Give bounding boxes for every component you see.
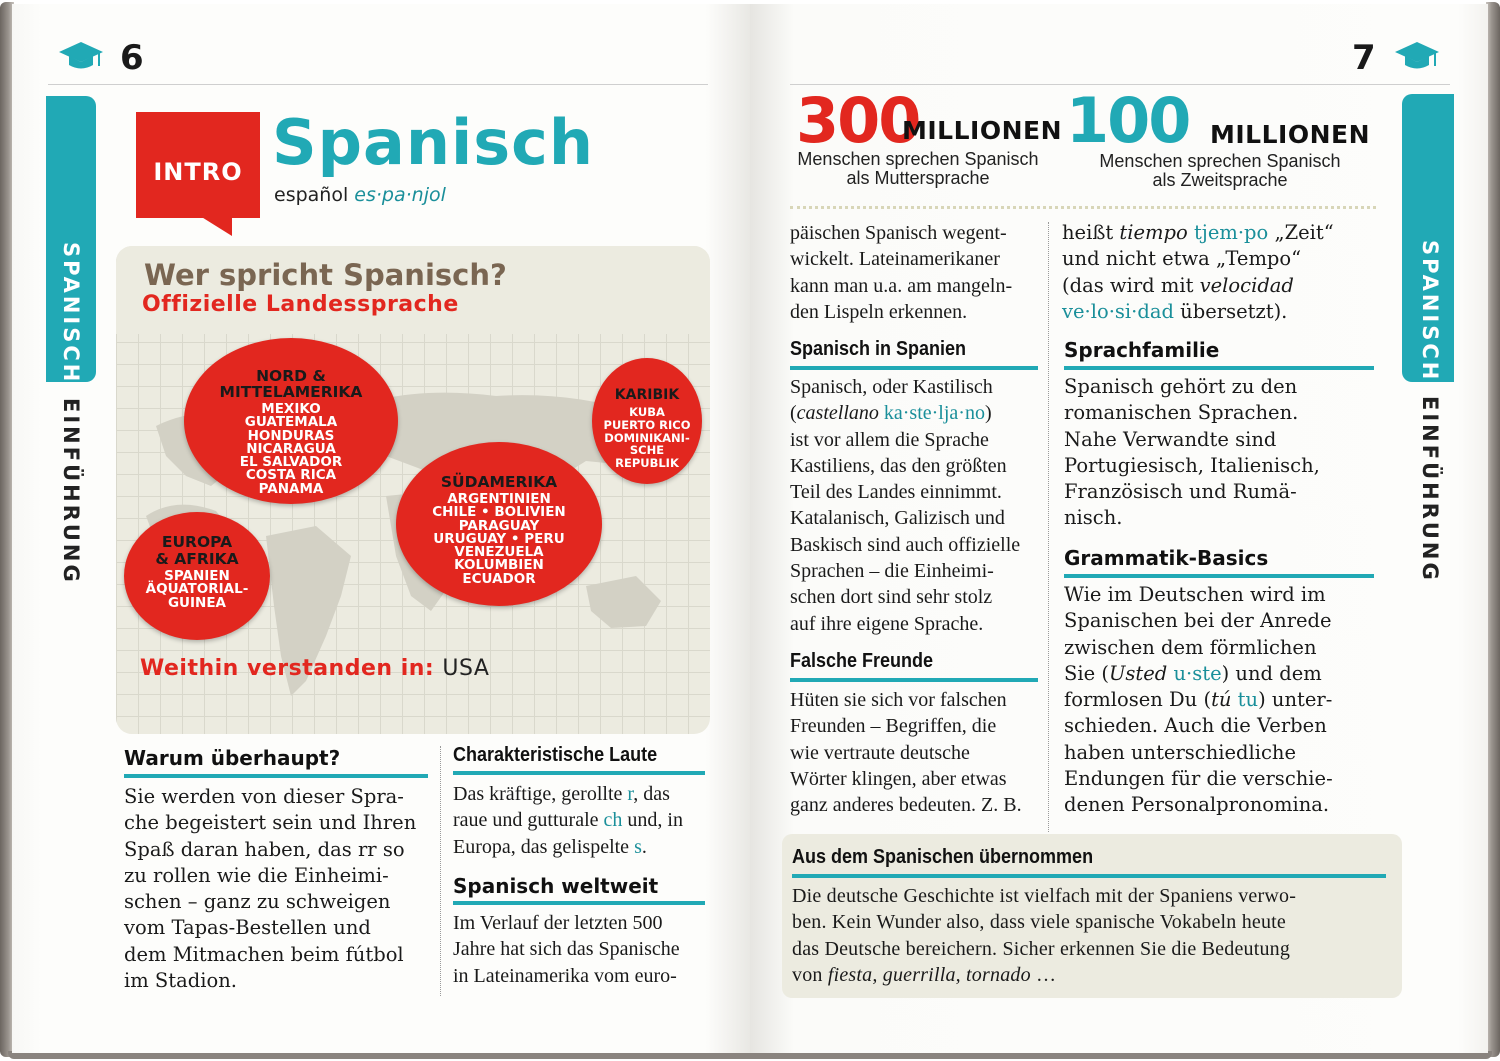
text-line: Wörter klingen, aber etwas <box>790 767 1007 790</box>
stat-second-desc <box>1070 152 1370 190</box>
text-line: romanischen Sprachen. <box>1064 401 1299 425</box>
text-line: kann man u.a. am mangeln- <box>790 274 1013 297</box>
heading-grammatik: Grammatik-Basics <box>1064 546 1269 570</box>
heading-underline <box>790 678 1038 682</box>
text-line: in Lateinamerika vom euro- <box>453 964 677 987</box>
region-name-line: EUROPA <box>161 533 233 551</box>
text-line: Baskisch sind auch offizielle <box>790 533 1021 556</box>
title-spanish-word: español <box>274 184 349 206</box>
text-line: päischen Spanisch wegent- <box>790 222 1007 244</box>
text-grammatik <box>1064 582 1384 819</box>
pronunciation: ve·lo·si·dad <box>1062 299 1174 323</box>
dotted-separator <box>790 206 1376 209</box>
stat-desc-line: als Muttersprache <box>846 168 990 188</box>
stat-native-desc <box>796 150 1040 188</box>
sound-s: s <box>634 835 642 858</box>
text-run: (das wird mit <box>1062 273 1200 297</box>
text-run: Europa, das gelispelte <box>453 835 635 858</box>
text-line: Spanisch, oder Kastilisch <box>790 376 993 398</box>
text-run: ( <box>790 402 797 425</box>
text-run: Das kräftige, gerollte <box>453 783 628 805</box>
country-label: KUBA <box>629 405 665 419</box>
text-line: Spaß daran haben, das rr so <box>124 837 405 861</box>
text-run: ) und dem <box>1221 661 1322 685</box>
title-translation <box>274 184 446 206</box>
country-label: SCHE <box>629 443 665 458</box>
text-freunde <box>790 687 1046 818</box>
term-velocidad: velocidad <box>1199 273 1294 297</box>
term-castellano: castellano <box>796 402 879 425</box>
text-line: ganz anderes bedeuten. Z. B. <box>790 794 1022 817</box>
text-run: und, in <box>622 809 683 832</box>
side-tab-label-right: SPANISCH <box>1418 240 1442 383</box>
region-bubble-nord-mittelamerika <box>184 338 398 504</box>
region-bubble-karibik <box>592 358 702 484</box>
text-laute <box>453 781 713 860</box>
pronunciation: tu <box>1237 688 1259 712</box>
country-label: PARAGUAY <box>458 517 540 534</box>
heading-familie: Sprachfamilie <box>1064 338 1220 362</box>
term-tiempo: tiempo <box>1119 221 1188 244</box>
text-line: nisch. <box>1064 506 1123 530</box>
heading-freunde: Falsche Freunde <box>790 650 934 672</box>
heading-underline <box>790 366 1038 370</box>
text-line: denen Personalpronomina. <box>1064 793 1330 817</box>
text-warum <box>124 784 436 994</box>
country-label: ÄQUATORIAL- <box>145 581 249 598</box>
pronunciation: ka·ste·lja·no <box>883 402 985 425</box>
pronunciation: u·ste <box>1173 661 1222 685</box>
text-run: von <box>792 963 828 986</box>
text-run: , das <box>633 783 670 805</box>
stat-second-number: 100 <box>1066 84 1190 157</box>
region-name-line: SÜDAMERIKA <box>440 473 558 491</box>
side-section-label-right: EINFÜHRUNG <box>1418 396 1442 583</box>
country-label: VENEZUELA <box>454 544 544 561</box>
text-line: das Deutsche bereichern. Sicher erkennen Sie die Bedeutung <box>792 937 1291 960</box>
country-label: GUINEA <box>167 594 227 611</box>
text-familie <box>1064 374 1384 532</box>
text-line: auf ihre eigene Sprache. <box>790 612 984 635</box>
country-label: URUGUAY • PERU <box>433 530 565 547</box>
widely-understood-value: USA <box>442 656 490 681</box>
text-run: … <box>1030 963 1057 986</box>
title-pronunciation: es·pa·njol <box>354 184 446 206</box>
stat-native-number: 300 <box>796 84 920 157</box>
country-label: COSTA RICA <box>245 467 337 484</box>
text-line: zu rollen wie die Einheimi- <box>124 863 389 887</box>
stat-second-unit: MILLIONEN <box>1210 120 1371 149</box>
text-run: formlosen Du ( <box>1064 688 1212 712</box>
pronunciation: tjem·po <box>1193 221 1269 244</box>
side-section-label-left: EINFÜHRUNG <box>59 398 83 585</box>
text-line: wie vertraute deutsche <box>790 741 970 764</box>
text-line: Kastiliens, das den größten <box>790 454 1007 477</box>
text-line: zwischen dem förmlichen <box>1064 635 1317 659</box>
stat-desc-line: als Zweitsprache <box>1152 170 1288 190</box>
text-run: ) <box>984 402 992 425</box>
region-bubble-suedamerika <box>396 442 602 606</box>
heading-underline <box>1064 366 1374 370</box>
text-line: Wie im Deutschen wird im <box>1064 583 1326 606</box>
text-line: Sie werden von dieser Spra- <box>124 785 404 808</box>
intro-label: INTRO <box>153 158 243 186</box>
text-line: Französisch und Rumä- <box>1064 480 1297 504</box>
country-label: REPUBLIK <box>615 456 679 471</box>
text-line: im Stadion. <box>124 969 237 993</box>
text-line: wickelt. Lateinamerikaner <box>790 248 1000 271</box>
text-line: Endungen für die verschie- <box>1064 767 1333 791</box>
text-line: ben. Kein Wunder also, dass viele spanische Vokabeln heute <box>792 911 1287 934</box>
text-run: „Zeit“ <box>1268 221 1334 244</box>
text-run: . <box>641 835 647 858</box>
graduation-cap-icon <box>58 40 104 74</box>
heading-underline <box>1064 574 1374 578</box>
country-label: KOLUMBIEN <box>454 557 544 574</box>
text-line: schen dort sind sehr stolz <box>790 586 993 609</box>
heading-weltweit: Spanisch weltweit <box>453 874 659 898</box>
heading-uebernommen: Aus dem Spanischen übernommen <box>792 846 1094 868</box>
text-line: dem Mitmachen beim fútbol <box>124 942 404 966</box>
stat-desc-line: Menschen sprechen Spanisch <box>797 149 1039 169</box>
text-line: Teil des Landes einnimmt. <box>790 481 1002 504</box>
page-number-right: 7 <box>1352 38 1376 78</box>
country-label: ECUADOR <box>462 570 536 587</box>
text-line: Portugiesisch, Italienisch, <box>1064 453 1320 477</box>
page-stack-right <box>1486 2 1500 1057</box>
map-question: Wer spricht Spanisch? <box>144 258 507 292</box>
country-label: NICARAGUA <box>246 440 336 457</box>
region-name-line: KARIBIK <box>614 387 680 403</box>
text-run: übersetzt). <box>1173 299 1288 323</box>
text-line: Spanisch gehört zu den <box>1064 375 1298 398</box>
column-divider-left <box>440 746 441 996</box>
text-line: vom Tapas-Bestellen und <box>124 916 371 940</box>
graduation-cap-icon <box>1394 40 1440 74</box>
intro-badge-tail <box>200 216 232 236</box>
text-line: Im Verlauf der letzten 500 <box>453 912 663 934</box>
text-line: Spanischen bei der Anrede <box>1064 609 1332 633</box>
country-label: PUERTO RICO <box>603 417 691 432</box>
heading-warum: Warum überhaupt? <box>124 746 341 770</box>
page-title: Spanisch <box>272 106 595 179</box>
text-col2-continued <box>1062 220 1382 325</box>
borrowed-words: fiesta, guerrilla, tornado <box>827 963 1031 986</box>
heading-spanien: Spanisch in Spanien <box>790 338 967 360</box>
text-uebernommen <box>792 883 1392 988</box>
side-tab-label-left: SPANISCH <box>59 242 83 385</box>
text-spanien <box>790 374 1046 637</box>
country-label: CHILE • BOLIVIEN <box>432 504 566 521</box>
text-col1-continued <box>790 220 1040 325</box>
text-weltweit <box>453 910 713 989</box>
text-line: Hüten sie sich vor falschen <box>790 689 1007 711</box>
column-divider-right <box>1048 222 1049 832</box>
country-label: DOMINIKANI- <box>604 430 690 445</box>
text-line: che begeistert sein und Ihren <box>124 811 417 835</box>
text-line: schieden. Auch die Verben <box>1064 714 1327 738</box>
region-name-line: & AFRIKA <box>155 550 239 568</box>
widely-understood <box>140 656 489 681</box>
text-run: Sie ( <box>1064 661 1109 685</box>
heading-laute: Charakteristische Laute <box>453 744 658 766</box>
text-line: Sprachen – die Einheimi- <box>790 560 994 583</box>
text-run: ) unter- <box>1258 688 1333 712</box>
term-usted: Usted <box>1108 661 1168 685</box>
top-rule-left <box>48 84 708 85</box>
country-label: EL SALVADOR <box>239 454 343 471</box>
country-label: HONDURAS <box>247 427 335 444</box>
text-line: Katalanisch, Galizisch und <box>790 507 1005 530</box>
stat-native-unit: MILLIONEN <box>902 116 1063 145</box>
country-label: PANAMA <box>258 480 324 497</box>
heading-underline <box>453 901 705 905</box>
widely-understood-label: Weithin verstanden in: <box>140 656 435 681</box>
speaker-map <box>116 246 710 734</box>
map-official-label: Offizielle Landessprache <box>142 292 459 317</box>
text-run: heißt <box>1062 221 1120 244</box>
text-line: Jahre hat sich das Spanische <box>453 938 680 961</box>
country-label: SPANIEN <box>164 568 230 584</box>
page-number-left: 6 <box>120 38 144 78</box>
heading-underline <box>453 771 705 775</box>
country-label: ARGENTINIEN <box>447 491 551 507</box>
sound-ch: ch <box>603 809 623 832</box>
text-line: Freunden – Begriffen, die <box>790 715 997 738</box>
text-line: Nahe Verwandte sind <box>1064 427 1277 451</box>
country-label: MEXIKO <box>261 401 321 417</box>
region-name-line: MITTELAMERIKA <box>219 383 363 401</box>
text-line: und nicht etwa „Tempo“ <box>1062 247 1302 271</box>
text-run: raue und gutturale <box>453 809 604 832</box>
region-bubble-europa-afrika <box>124 512 270 640</box>
heading-underline <box>124 774 428 778</box>
sound-r: r <box>627 783 634 805</box>
country-label: GUATEMALA <box>244 414 338 431</box>
region-name-line: NORD & <box>256 367 326 385</box>
term-tu: tú <box>1211 688 1232 712</box>
stat-desc-line: Menschen sprechen Spanisch <box>1099 151 1341 171</box>
text-line: haben unterschiedliche <box>1064 740 1297 764</box>
text-line: den Lispeln erkennen. <box>790 300 968 323</box>
text-line: ist vor allem die Sprache <box>790 428 989 451</box>
text-line: schen – ganz zu schweigen <box>124 890 391 914</box>
text-line: Die deutsche Geschichte ist vielfach mit der Spaniens verwo- <box>792 885 1297 907</box>
heading-underline <box>792 874 1386 878</box>
